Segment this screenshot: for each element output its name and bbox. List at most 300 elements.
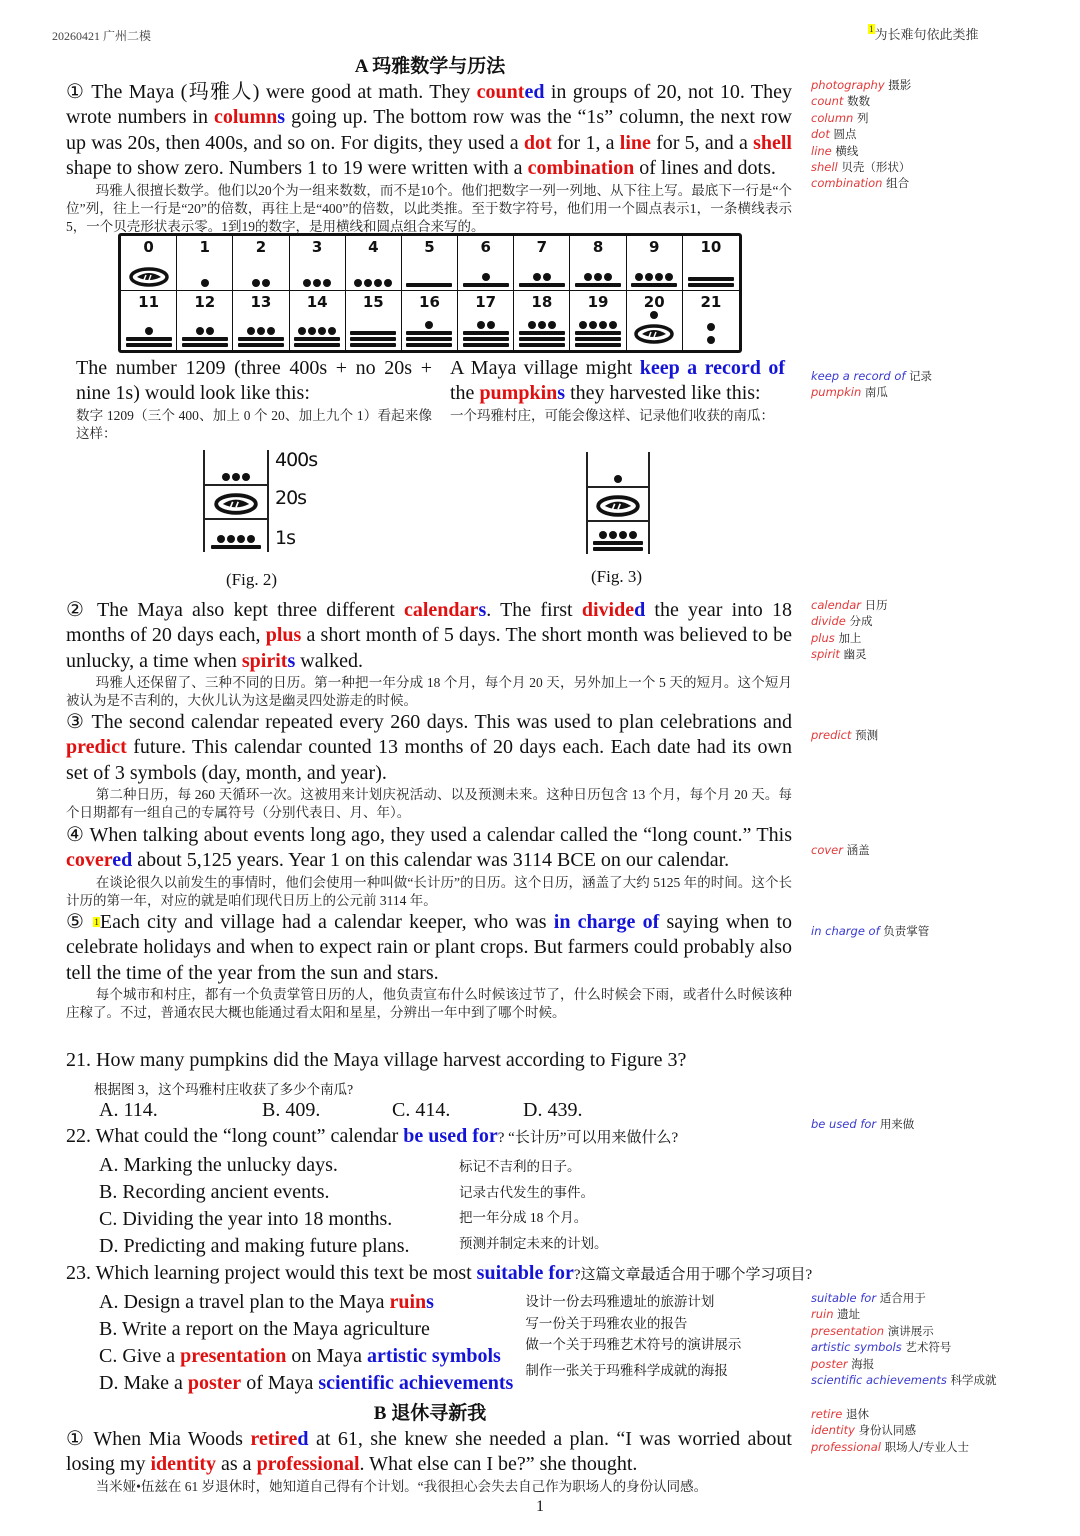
glossary-word: scientific achievements xyxy=(811,1373,947,1388)
keyword-blue: s xyxy=(287,649,296,672)
numeral-glyph xyxy=(406,311,452,350)
bar-mark xyxy=(463,343,509,347)
keyword-red: divide xyxy=(581,599,635,621)
glossary-translation: 摄影 xyxy=(888,78,912,92)
dot-mark xyxy=(655,273,663,281)
dot-mark xyxy=(252,279,260,287)
keyword-blue: keep a record of xyxy=(639,357,785,379)
numeral-cell xyxy=(121,236,177,291)
bar-mark xyxy=(688,283,734,287)
numeral-glyph xyxy=(463,311,509,350)
paragraph-chinese: 玛雅人还保留了、三种不同的日历。第一种把一年分成 18 个月，每个月 20 天，另外加上一个 5 天的短月。这个短月被认为是不吉利的，大伙儿认为这是幽灵四处游走的时候。 xyxy=(66,675,792,709)
numeral-cell xyxy=(402,236,458,291)
glossary-word: photography xyxy=(811,78,885,92)
bar-mark xyxy=(519,331,565,335)
paragraph-3 xyxy=(66,710,792,823)
numeral-cell xyxy=(402,291,458,350)
dot-mark xyxy=(619,531,627,539)
bar-mark xyxy=(182,343,228,347)
numeral-number: 6 xyxy=(480,238,491,256)
numeral-glyph xyxy=(688,256,734,290)
glossary-translation: 贝壳（形状） xyxy=(841,160,911,175)
text-run: of lines and dots. xyxy=(634,157,776,180)
dot-mark xyxy=(318,327,326,335)
glossary-item xyxy=(811,646,888,662)
paragraph-chinese: 第二种日历，每 260 天循环一次。这被用来计划庆祝活动、以及预测未来。这种日历包含 13 个月，每个月 20 天。每个日期都有一组自己的专属符号（分别代表日、月、年）。 xyxy=(66,787,792,821)
dots-group xyxy=(635,273,673,281)
paragraph-english xyxy=(450,356,785,407)
dot-mark xyxy=(384,279,392,287)
text-run: ?这篇文章最适合用于哪个学习项目? xyxy=(573,1267,813,1283)
numeral-glyph xyxy=(182,311,228,350)
glossary-word: retire xyxy=(811,1407,843,1421)
dot-mark xyxy=(707,336,715,344)
text-run: 21. How many pumpkins did the Maya village harvest according to Figure 3? xyxy=(66,1049,687,1071)
text-run: saying when to celebrate holidays and when to expect rain or plant crops. But farmers could probably also tell the time of the year from the sun and stars. xyxy=(66,911,793,984)
glossary-group xyxy=(811,727,878,743)
figure-2-caption: (Fig. 2) xyxy=(226,570,277,589)
glossary-translation: 遗址 xyxy=(837,1307,861,1322)
text-run: ? “长计历”可以用来做什么? xyxy=(497,1130,679,1146)
glossary-item xyxy=(811,143,911,159)
bar-mark xyxy=(406,337,452,341)
keyword-red: cover xyxy=(66,849,113,872)
keyword-red: poster xyxy=(187,1372,242,1394)
dot-mark xyxy=(374,279,382,287)
numeral-number: 8 xyxy=(592,238,604,256)
glossary-group xyxy=(811,923,929,939)
dot-mark xyxy=(589,321,597,329)
text-run: D. Predicting and making future plans. xyxy=(99,1235,410,1257)
text-run: ② The Maya also kept three different xyxy=(66,599,404,621)
text-run: The number 1209 (three 400s + no 20s + nine 1s) would look like this: xyxy=(76,357,432,405)
glossary-item xyxy=(811,159,911,175)
numeral-number: 19 xyxy=(587,293,609,311)
text-run: A. Design a travel plan to the Maya xyxy=(99,1291,390,1313)
glossary-group xyxy=(811,1116,914,1132)
dot-mark xyxy=(242,473,250,481)
bar-mark xyxy=(406,343,452,347)
glossary-translation: 日历 xyxy=(864,598,888,612)
text-run: D. Make a xyxy=(99,1372,188,1394)
option-d[interactable] xyxy=(99,1371,513,1396)
text-run: at 61, she knew she needed a plan. “I was worried about losing my xyxy=(66,1428,792,1476)
numeral-number: 3 xyxy=(311,238,323,256)
keyword-red: professional xyxy=(256,1453,360,1476)
dots-group xyxy=(201,279,209,287)
paragraph-english xyxy=(66,1427,792,1478)
numeral-glyph xyxy=(294,311,340,350)
numeral-glyph xyxy=(303,256,331,290)
bar-mark xyxy=(575,337,621,341)
keyword-red: line xyxy=(619,131,651,154)
numeral-glyph xyxy=(406,256,452,290)
option-c[interactable] xyxy=(99,1207,392,1232)
figure-2-numeral xyxy=(203,450,269,552)
dot-mark xyxy=(257,327,265,335)
numeral-number: 0 xyxy=(143,238,154,256)
dot-mark xyxy=(237,535,245,543)
bar-mark xyxy=(350,331,396,335)
keyword-blue: scientific achievements xyxy=(318,1372,514,1394)
glossary-translation: 演讲展示 xyxy=(887,1323,934,1338)
paragraph-english xyxy=(76,356,432,407)
dot-mark xyxy=(533,273,541,281)
glossary-translation: 幽灵 xyxy=(843,647,867,662)
keyword-red: dot xyxy=(523,131,552,154)
numeral-glyph xyxy=(634,311,674,350)
dot-mark xyxy=(247,535,255,543)
glossary-word: ruin xyxy=(811,1307,834,1322)
glossary-item xyxy=(811,126,911,142)
numeral-number: 21 xyxy=(700,293,722,311)
shell-icon xyxy=(129,267,169,287)
keyword-red: ruin xyxy=(389,1291,427,1313)
paragraph-b1 xyxy=(66,1427,792,1496)
glossary-item xyxy=(811,923,929,939)
bar-mark xyxy=(519,343,565,347)
keyword-blue: s xyxy=(277,106,286,129)
dots-group xyxy=(298,327,336,335)
option-c[interactable] xyxy=(99,1344,501,1369)
numeral-cell xyxy=(514,291,570,350)
glossary-translation: 用来做 xyxy=(879,1117,915,1131)
glossary-item xyxy=(811,1372,997,1388)
dots-group xyxy=(222,473,250,481)
dot-mark xyxy=(614,475,622,483)
text-run: ① The Maya (玛雅人) were good at math. They xyxy=(66,81,477,103)
dots-group xyxy=(354,279,392,287)
numeral-number: 20 xyxy=(643,293,665,311)
dot-mark xyxy=(262,279,270,287)
figure-row xyxy=(588,520,648,554)
maya-numeral-table xyxy=(118,233,742,353)
glossary-item xyxy=(811,1422,969,1438)
dot-mark xyxy=(217,535,225,543)
glossary-translation: 加上 xyxy=(838,630,862,645)
option-c[interactable]: C. 414. xyxy=(392,1099,451,1121)
numeral-number: 5 xyxy=(424,238,435,256)
glossary-group xyxy=(811,842,870,858)
glossary-translation: 身份认同感 xyxy=(858,1423,917,1438)
bar-mark xyxy=(463,283,509,287)
option-d[interactable] xyxy=(99,1234,410,1259)
paragraph-1 xyxy=(66,80,792,236)
numeral-number: 16 xyxy=(419,293,440,311)
paragraph-chinese: 在谈论很久以前发生的事情时，他们会使用一种叫做“长计历”的日历。这个日历，涵盖了大约 5125 年的时间。这个长计历的第一年，对应的就是咱们现代日历上的公元前 3114 年。 xyxy=(66,874,792,909)
numeral-number: 2 xyxy=(255,238,267,256)
dots-group xyxy=(145,327,153,335)
numeral-cell xyxy=(233,291,289,350)
numeral-number: 9 xyxy=(649,238,660,256)
glossary-group xyxy=(811,1406,969,1455)
glossary-word: line xyxy=(811,143,832,158)
keyword-blue: d xyxy=(297,1428,309,1450)
text-run: 22. What could the “long count” calendar xyxy=(66,1125,404,1147)
figure-3-numeral xyxy=(586,452,650,554)
numeral-glyph xyxy=(354,256,392,290)
glossary-group xyxy=(811,1290,997,1388)
dots-group xyxy=(196,327,214,335)
keyword-red: predict xyxy=(66,736,127,759)
dot-mark xyxy=(323,279,331,287)
text-run: they harvested like this: xyxy=(565,382,761,405)
glossary-group xyxy=(811,368,932,401)
text-run: going up. The bottom row was the “1s” column, the next row up was 20s, then 400s, and so on. For digits, they used a xyxy=(66,106,792,154)
dots-group xyxy=(650,311,658,319)
bar-mark xyxy=(350,337,396,341)
section-a-title: A 玛雅数学与历法 xyxy=(354,56,506,77)
figure-row xyxy=(205,450,267,484)
shell-icon xyxy=(634,324,674,344)
glossary-translation: 预测 xyxy=(855,728,879,742)
numeral-number: 15 xyxy=(362,293,384,311)
numeral-cell xyxy=(683,291,739,350)
dot-mark xyxy=(267,327,275,335)
glossary-item xyxy=(811,384,932,400)
glossary-item xyxy=(811,1339,997,1355)
numeral-cell xyxy=(290,291,346,350)
option-c-chinese: 把一年分成 18 个月。 xyxy=(459,1210,588,1225)
dot-mark xyxy=(584,273,592,281)
option-a[interactable]: A. 114. xyxy=(99,1099,158,1121)
text-run: ⑤ xyxy=(66,911,94,933)
numeral-cell xyxy=(177,291,233,350)
text-run: as a xyxy=(216,1453,257,1476)
numeral-glyph xyxy=(201,256,209,290)
paragraph-2 xyxy=(66,598,792,711)
numeral-upper xyxy=(707,323,715,334)
dot-mark xyxy=(425,321,433,329)
figure-3-caption: (Fig. 3) xyxy=(591,567,642,586)
glossary-item xyxy=(811,597,888,613)
glossary-item xyxy=(811,110,911,126)
option-a-chinese: 标记不吉利的日子。 xyxy=(459,1159,581,1174)
numeral-number: 17 xyxy=(475,293,497,311)
text-run: for 1, a xyxy=(551,131,620,154)
glossary-group xyxy=(811,597,888,663)
dots-group xyxy=(303,279,331,287)
option-b-chinese: 写一份关于玛雅农业的报告 xyxy=(525,1316,688,1331)
option-b[interactable] xyxy=(99,1317,430,1342)
text-run: on Maya xyxy=(286,1345,367,1367)
exam-header: 20260421 广州二模 xyxy=(52,29,152,43)
page-number: 1 xyxy=(536,1498,544,1516)
glossary-item xyxy=(811,1323,997,1339)
bar-mark xyxy=(575,343,621,347)
bar-mark xyxy=(593,541,643,545)
fig2-description xyxy=(76,356,432,443)
text-run: the year into 18 months of 20 days each, xyxy=(66,599,793,647)
figure-label: 400s xyxy=(275,449,318,471)
dots-group xyxy=(533,273,551,281)
dot-mark xyxy=(354,279,362,287)
option-a[interactable] xyxy=(99,1290,434,1315)
dot-mark xyxy=(579,321,587,329)
dot-mark xyxy=(482,273,490,281)
bar-mark xyxy=(463,337,509,341)
glossary-word: combination xyxy=(811,176,883,191)
glossary-item xyxy=(811,1406,969,1422)
option-b[interactable] xyxy=(99,1180,330,1205)
keyword-blue: ed xyxy=(524,81,545,103)
option-b[interactable]: B. 409. xyxy=(262,1099,321,1121)
keyword-blue: in charge of xyxy=(553,911,660,933)
glossary-word: keep a record of xyxy=(811,369,906,383)
text-run: the xyxy=(450,382,480,405)
dot-mark xyxy=(222,473,230,481)
glossary-translation: 科学成就 xyxy=(950,1373,997,1388)
keyword-red: identity xyxy=(150,1453,217,1476)
dot-mark xyxy=(528,321,536,329)
note-header xyxy=(868,24,979,43)
option-a[interactable] xyxy=(99,1153,338,1178)
dots-group xyxy=(579,321,617,329)
dot-mark xyxy=(196,327,204,335)
numeral-glyph xyxy=(129,256,169,290)
dots-group xyxy=(528,321,556,329)
text-run: walked. xyxy=(295,649,364,672)
numeral-number: 14 xyxy=(306,293,328,311)
glossary-word: in charge of xyxy=(811,924,880,938)
glossary-word: suitable for xyxy=(811,1291,877,1305)
numeral-cell xyxy=(346,291,402,350)
numeral-number: 12 xyxy=(194,293,216,311)
dot-mark xyxy=(548,321,556,329)
dot-mark xyxy=(313,279,321,287)
keyword-red: retire xyxy=(250,1428,298,1450)
glossary-word: predict xyxy=(811,728,852,742)
glossary-translation: 海报 xyxy=(851,1356,875,1371)
paragraph-chinese: 数字 1209（三个 400、加上 0 个 20、加上九个 1）看起来像这样： xyxy=(76,407,432,442)
numeral-glyph xyxy=(238,311,284,350)
glossary-translation: 负责掌管 xyxy=(883,924,930,938)
glossary-word: professional xyxy=(811,1439,881,1454)
shell-icon xyxy=(214,493,258,515)
dots-group xyxy=(482,273,490,281)
numeral-cell xyxy=(346,236,402,291)
numeral-cell xyxy=(627,291,683,350)
text-run: about 5,125 years. Year 1 on this calendar was 3114 BCE on our calendar. xyxy=(132,849,730,872)
numeral-cell xyxy=(570,291,626,350)
question-22 xyxy=(66,1124,678,1151)
question-21-chinese: 根据图 3，这个玛雅村庄收获了多少个南瓜? xyxy=(94,1082,354,1097)
figure-row xyxy=(205,484,267,518)
note-text: 为长难句依此类推 xyxy=(874,27,979,42)
dot-mark xyxy=(594,273,602,281)
glossary-translation: 列 xyxy=(857,110,869,125)
figure-row xyxy=(588,486,648,520)
dots-group xyxy=(707,336,715,344)
keyword-blue: be used for xyxy=(403,1125,498,1147)
paragraph-chinese: 玛雅人很擅长数学。他们以20个为一组来数数，而不是10个。他们把数字一列一列地、从下往上写。最底下一行是“个位”列，往上一行是“20”的倍数，再往上是“400”的倍数，以此类推。至于数字符号，他们用一个圆点表示1，一条横线表示5，一个贝壳形状表示零。1到19的数字，是用横线和圆点组合来写的。 xyxy=(66,182,792,235)
dot-mark xyxy=(145,327,153,335)
bar-mark xyxy=(294,343,340,347)
numeral-cell xyxy=(121,291,177,350)
keyword-blue: s xyxy=(557,382,566,405)
text-run: 23. Which learning project would this text be most xyxy=(66,1262,477,1284)
dot-mark xyxy=(665,273,673,281)
figure-label: 1s xyxy=(275,527,295,549)
text-run: . The first xyxy=(486,599,582,621)
bar-mark xyxy=(294,337,340,341)
text-run: shape to show zero. Numbers 1 to 19 were written with a xyxy=(66,157,528,180)
glossary-translation: 数数 xyxy=(847,94,871,109)
keyword-blue: s xyxy=(478,599,487,621)
keyword-red: count xyxy=(476,81,525,103)
numeral-glyph xyxy=(126,311,172,350)
bar-mark xyxy=(519,337,565,341)
text-run: a short month of 5 days. The short month was believed to be unlucky, a time when xyxy=(66,624,792,672)
option-d-chinese: 制作一张关于玛雅科学成就的海报 xyxy=(525,1362,728,1378)
glossary-translation: 分成 xyxy=(849,614,873,629)
numeral-cell xyxy=(458,291,514,350)
question-21 xyxy=(66,1048,686,1073)
paragraph-english xyxy=(66,80,792,182)
glossary-item xyxy=(811,77,911,93)
glossary-translation: 横线 xyxy=(835,143,859,158)
keyword-blue: ed xyxy=(112,849,133,872)
dot-mark xyxy=(538,321,546,329)
numeral-cell xyxy=(683,236,739,291)
keyword-red: presentation xyxy=(180,1345,287,1367)
highlight-marker: 1 xyxy=(869,24,874,34)
glossary-word: column xyxy=(811,110,854,125)
keyword-blue: artistic symbols xyxy=(366,1345,501,1367)
numeral-lower xyxy=(634,324,674,347)
dot-mark xyxy=(477,321,485,329)
glossary-word: cover xyxy=(811,843,843,857)
figure-row xyxy=(588,452,648,486)
bar-mark xyxy=(238,337,284,341)
numeral-number: 11 xyxy=(138,293,160,311)
bar-mark xyxy=(350,343,396,347)
numeral-cell xyxy=(290,236,346,291)
dot-mark xyxy=(609,321,617,329)
option-d[interactable]: D. 439. xyxy=(523,1099,583,1121)
numeral-cell xyxy=(177,236,233,291)
fig3-description xyxy=(450,356,785,425)
numeral-cell xyxy=(570,236,626,291)
bar-mark xyxy=(519,283,565,287)
text-run: future. This calendar counted 13 months of 20 days each. Each date had its own set of 3 symbols (day, month, and year). xyxy=(66,736,792,784)
numeral-glyph xyxy=(519,311,565,350)
glossary-translation: 艺术符号 xyxy=(905,1340,952,1355)
glossary-word: identity xyxy=(811,1423,855,1438)
dot-mark xyxy=(328,327,336,335)
glossary-item xyxy=(811,842,870,858)
dot-mark xyxy=(599,531,607,539)
bar-mark xyxy=(631,283,677,287)
numeral-cell xyxy=(514,236,570,291)
dot-mark xyxy=(599,321,607,329)
numeral-glyph xyxy=(463,256,509,290)
text-run: A. Marking the unlucky days. xyxy=(99,1154,338,1176)
glossary-word: presentation xyxy=(811,1323,885,1338)
bar-mark xyxy=(126,337,172,341)
keyword-blue: d xyxy=(634,599,646,621)
figure-label: 20s xyxy=(275,487,307,509)
highlight-marker: 1 xyxy=(94,917,99,927)
paragraph-4 xyxy=(66,823,792,910)
glossary-word: shell xyxy=(811,160,838,175)
option-b-chinese: 记录古代发生的事件。 xyxy=(459,1184,594,1200)
keyword-red: column xyxy=(213,106,278,129)
bar-mark xyxy=(126,343,172,347)
paragraph-english xyxy=(66,910,792,986)
numeral-glyph xyxy=(707,311,715,350)
keyword-red: pumpkin xyxy=(479,382,558,405)
